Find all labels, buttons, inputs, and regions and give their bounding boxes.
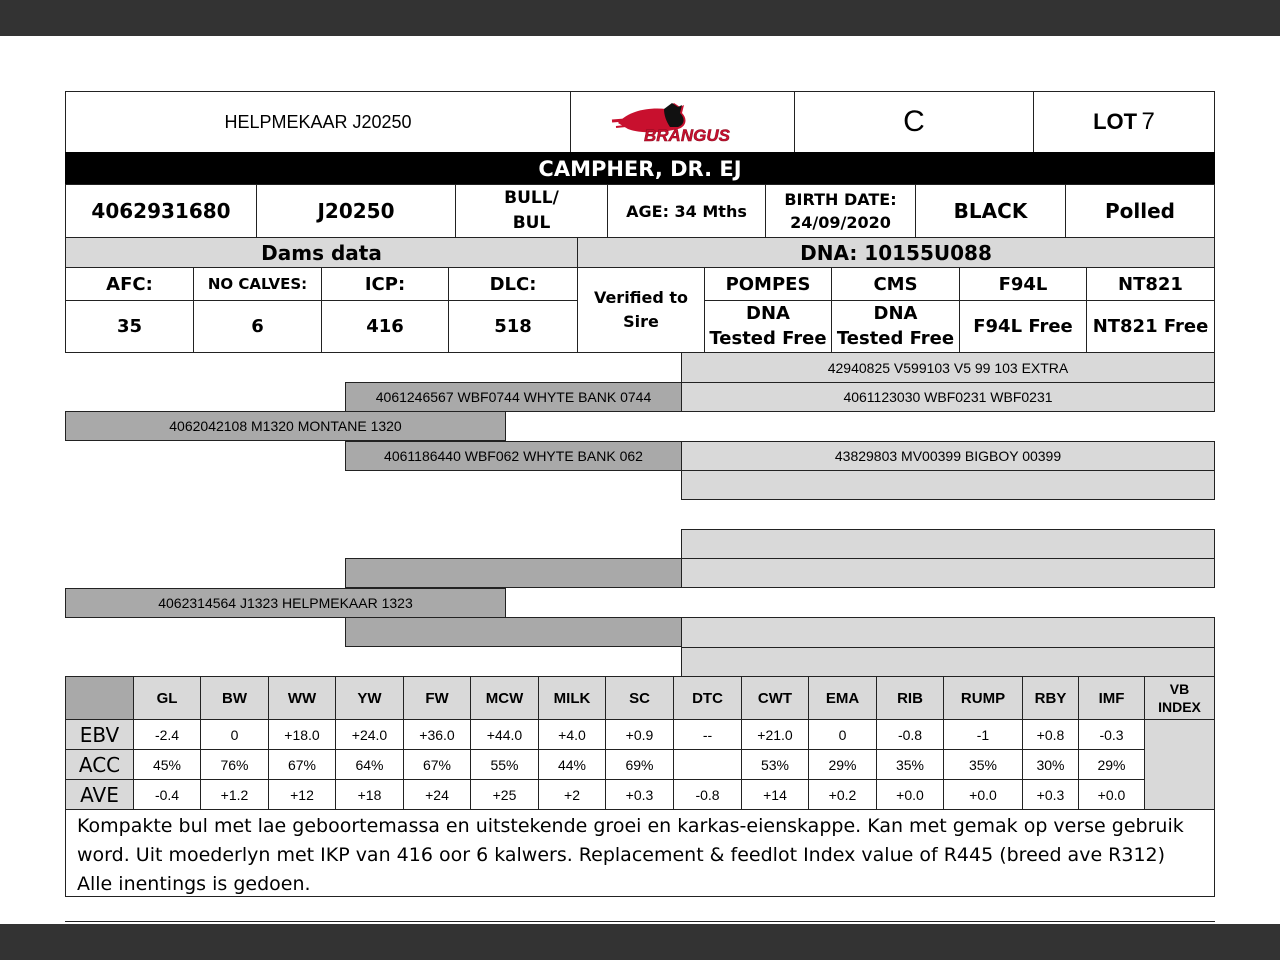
cell-text: -2.4 bbox=[154, 726, 180, 743]
cell-text: +1.2 bbox=[220, 786, 249, 803]
grade-text: C bbox=[903, 105, 925, 138]
ebv-col-label: IMF bbox=[1098, 689, 1125, 707]
ave-value bbox=[673, 779, 742, 810]
acc-value bbox=[403, 749, 471, 780]
birth-date bbox=[765, 184, 916, 238]
ave-value bbox=[403, 779, 471, 810]
ebv-value bbox=[133, 719, 201, 750]
verified-line2: Sire bbox=[623, 312, 659, 331]
ebv-col-label: MILK bbox=[553, 689, 591, 707]
nt821-header bbox=[1086, 267, 1215, 301]
ebv-col-dtc bbox=[673, 676, 742, 720]
next-card-edge bbox=[65, 921, 1215, 924]
pompes-header-text: POMPES bbox=[725, 273, 811, 295]
cell-text: -1 bbox=[976, 726, 990, 743]
cell-text: 30% bbox=[1036, 756, 1065, 773]
ebv-col-gl bbox=[133, 676, 201, 720]
ebv-col-cwt bbox=[741, 676, 809, 720]
row-label-text: EBV bbox=[79, 722, 120, 747]
ebv-col-fw bbox=[403, 676, 471, 720]
ebv-col-ema bbox=[808, 676, 877, 720]
cell-text: -0.3 bbox=[1099, 726, 1124, 743]
lot bbox=[1033, 91, 1215, 153]
cell-text: 55% bbox=[490, 756, 519, 773]
dams-title bbox=[65, 237, 578, 268]
birth-date-text: 24/09/2020 bbox=[790, 213, 891, 232]
ebv-col-mcw bbox=[470, 676, 539, 720]
owner-name bbox=[65, 152, 1215, 185]
age-text: AGE: 34 Mths bbox=[626, 201, 747, 221]
pedigree-dam-text: 4062314564 J1323 HELPMEKAAR 1323 bbox=[158, 595, 413, 611]
cell-text: +12 bbox=[290, 786, 314, 803]
horn-status bbox=[1065, 184, 1215, 238]
ebv-value bbox=[538, 719, 606, 750]
animal-name-text: HELPMEKAAR J20250 bbox=[224, 111, 412, 132]
ebv-value bbox=[335, 719, 404, 750]
pedigree-dam-dam bbox=[345, 617, 682, 647]
icp-value bbox=[321, 300, 449, 353]
ebv-value bbox=[741, 719, 809, 750]
cell-text: +25 bbox=[492, 786, 517, 803]
ebv-value bbox=[200, 719, 269, 750]
ebv-col-label: FW bbox=[425, 689, 449, 707]
cell-text: 53% bbox=[760, 756, 790, 773]
cell-text: +0.0 bbox=[969, 786, 997, 803]
f94l-header bbox=[959, 267, 1087, 301]
ebv-col-label: GL bbox=[156, 689, 178, 707]
cell-text: 29% bbox=[1097, 756, 1126, 773]
ebv-value bbox=[876, 719, 944, 750]
no-calves-value bbox=[193, 300, 322, 353]
ave-value bbox=[943, 779, 1023, 810]
ebv-col-label: RUMP bbox=[960, 689, 1006, 707]
animal-color bbox=[915, 184, 1066, 238]
acc-value bbox=[1022, 749, 1079, 780]
acc-value bbox=[808, 749, 877, 780]
ave-value bbox=[133, 779, 201, 810]
no-calves-value-text: 6 bbox=[251, 316, 264, 337]
pedigree-sd-text: 4061186440 WBF062 WHYTE BANK 062 bbox=[384, 448, 643, 464]
ebv-col-label: CWT bbox=[757, 689, 793, 707]
lot-label: LOT bbox=[1093, 109, 1138, 134]
ebv-col-rby bbox=[1022, 676, 1079, 720]
cms-header bbox=[831, 267, 960, 301]
pedigree-dam-dam-sire bbox=[681, 617, 1215, 648]
nt821-header-text: NT821 bbox=[1118, 273, 1183, 295]
pedigree-sire-dam-dam bbox=[681, 470, 1215, 500]
pedigree-dam-sire bbox=[345, 558, 682, 588]
ebv-col-yw bbox=[335, 676, 404, 720]
ave-value bbox=[200, 779, 269, 810]
ave-value bbox=[470, 779, 539, 810]
cell-text: 44% bbox=[557, 756, 587, 773]
ebv-value bbox=[673, 719, 742, 750]
cell-text: +36.0 bbox=[419, 726, 455, 743]
animal-name bbox=[65, 91, 571, 153]
pedigree-sire bbox=[65, 411, 506, 441]
animal-age bbox=[607, 184, 766, 238]
dlc-value-text: 518 bbox=[494, 316, 532, 337]
acc-value bbox=[335, 749, 404, 780]
cell-text: 35% bbox=[968, 756, 998, 773]
acc-value bbox=[470, 749, 539, 780]
pompes-result-line1: DNA bbox=[746, 303, 790, 325]
dna-title-text: DNA: 10155U088 bbox=[800, 240, 992, 265]
cell-text: +14 bbox=[763, 786, 787, 803]
f94l-header-text: F94L bbox=[998, 273, 1048, 295]
verified-to-sire bbox=[577, 267, 705, 353]
horn-text: Polled bbox=[1105, 199, 1175, 223]
ebv-col-label: RBY bbox=[1034, 689, 1067, 707]
ebv-row-label-ave bbox=[65, 779, 134, 810]
ebv-col-label: DTC bbox=[692, 689, 723, 707]
cell-text: +0.2 bbox=[828, 786, 857, 803]
cell-text: +18.0 bbox=[284, 726, 320, 743]
bull-logo-icon bbox=[608, 97, 758, 147]
pompes-result-line2: Tested Free bbox=[709, 327, 827, 349]
pedigree-sire-text: 4062042108 M1320 MONTANE 1320 bbox=[169, 418, 402, 434]
pedigree-sss-text: 42940825 V599103 V5 99 103 EXTRA bbox=[827, 359, 1069, 376]
animal-id-text: 4062931680 bbox=[91, 199, 231, 223]
comments-text: Kompakte bul met lae geboortemassa en uitstekende groei en karkas-eienskappe. Kan met gemak op verse gebruik word. Uit moederlyn met IKP van 416 oor 6 kalwers. Replacement & feedlot Index value of R445 (breed ave R312) Alle inentings is gedoen. bbox=[77, 815, 1184, 895]
acc-value bbox=[741, 749, 809, 780]
owner-name-text: CAMPHER, DR. EJ bbox=[538, 156, 742, 181]
pedigree-dam bbox=[65, 588, 506, 618]
dlc-header bbox=[448, 267, 578, 301]
cell-text: 64% bbox=[355, 756, 384, 773]
ave-value bbox=[605, 779, 674, 810]
ebv-col-label: EMA bbox=[825, 689, 860, 707]
ebv-value bbox=[268, 719, 336, 750]
icp-value-text: 416 bbox=[366, 316, 404, 337]
ave-value bbox=[268, 779, 336, 810]
ebv-corner bbox=[65, 676, 134, 720]
f94l-result bbox=[959, 300, 1087, 353]
comments bbox=[65, 809, 1215, 897]
ebv-value bbox=[943, 719, 1023, 750]
pompes-result bbox=[704, 300, 832, 353]
cell-text: -- bbox=[702, 726, 713, 743]
ebv-value bbox=[403, 719, 471, 750]
no-calves-header-text: NO CALVES: bbox=[207, 275, 308, 293]
ebv-value bbox=[1078, 719, 1145, 750]
dlc-header-text: DLC: bbox=[489, 273, 537, 295]
ebv-row-label-ebv bbox=[65, 719, 134, 750]
ebv-row-label-acc bbox=[65, 749, 134, 780]
ave-value bbox=[1022, 779, 1079, 810]
afc-header bbox=[65, 267, 194, 301]
ebv-col-label: MCW bbox=[485, 689, 524, 707]
pedigree-sire-dam-sire bbox=[681, 441, 1215, 471]
f94l-result-text: F94L Free bbox=[973, 316, 1073, 337]
ebv-value bbox=[605, 719, 674, 750]
dlc-value bbox=[448, 300, 578, 353]
sex-line2: BUL bbox=[512, 213, 551, 233]
cell-text: +44.0 bbox=[486, 726, 523, 743]
ebv-col-imf bbox=[1078, 676, 1145, 720]
cell-text: +24 bbox=[425, 786, 449, 803]
cell-text: +2 bbox=[564, 786, 580, 803]
ebv-col-ww bbox=[268, 676, 336, 720]
row-label-text: AVE bbox=[80, 782, 119, 807]
pompes-header bbox=[704, 267, 832, 301]
cell-text: 67% bbox=[422, 756, 452, 773]
nt821-result-text: NT821 Free bbox=[1092, 316, 1209, 337]
no-calves-header bbox=[193, 267, 322, 301]
cell-text: +18 bbox=[357, 786, 382, 803]
vb-line2: INDEX bbox=[1158, 699, 1201, 715]
afc-value-text: 35 bbox=[116, 316, 143, 337]
acc-value bbox=[1078, 749, 1145, 780]
bottom-bar bbox=[0, 924, 1280, 960]
ebv-col-milk bbox=[538, 676, 606, 720]
sex-line1: BULL/ bbox=[504, 188, 559, 209]
ebv-col-bw bbox=[200, 676, 269, 720]
acc-value bbox=[133, 749, 201, 780]
cell-text: 29% bbox=[828, 756, 857, 773]
cell-text: -0.4 bbox=[154, 786, 180, 803]
afc-value bbox=[65, 300, 194, 353]
pedigree-sire-sire-dam bbox=[681, 382, 1215, 412]
icp-header bbox=[321, 267, 449, 301]
cell-text: +0.9 bbox=[625, 726, 654, 743]
acc-value bbox=[538, 749, 606, 780]
cell-text: +4.0 bbox=[558, 726, 586, 743]
nt821-result bbox=[1086, 300, 1215, 353]
verified-line1: Verified to bbox=[593, 288, 689, 307]
animal-code-text: J20250 bbox=[317, 199, 395, 223]
ave-value bbox=[808, 779, 877, 810]
cms-result-line2: Tested Free bbox=[836, 327, 955, 349]
cms-result-line1: DNA bbox=[873, 303, 918, 325]
ebv-col-vb-index bbox=[1144, 676, 1215, 720]
acc-value bbox=[605, 749, 674, 780]
cell-text: 45% bbox=[152, 756, 182, 773]
ebv-col-label: YW bbox=[357, 689, 382, 707]
top-bar bbox=[0, 0, 1280, 36]
logo-text: BRANGUS bbox=[643, 126, 730, 145]
birth-label: BIRTH DATE: bbox=[784, 189, 897, 209]
pedigree-dam-dam-dam bbox=[681, 647, 1215, 677]
cms-header-text: CMS bbox=[873, 273, 918, 295]
pedigree-sire-dam bbox=[345, 441, 682, 471]
cell-text: 35% bbox=[895, 756, 925, 773]
cms-result bbox=[831, 300, 960, 353]
ave-value bbox=[1078, 779, 1145, 810]
dna-title bbox=[577, 237, 1215, 268]
pedigree-dam-sire-dam bbox=[681, 558, 1215, 588]
ebv-col-label: BW bbox=[222, 689, 247, 707]
afc-header-text: AFC: bbox=[106, 273, 153, 295]
pedigree-dam-sire-sire bbox=[681, 529, 1215, 559]
icp-header-text: ICP: bbox=[364, 273, 406, 295]
pedigree-sds-text: 43829803 MV00399 BIGBOY 00399 bbox=[834, 448, 1062, 464]
ave-value bbox=[538, 779, 606, 810]
acc-value bbox=[673, 749, 742, 780]
ave-value bbox=[335, 779, 404, 810]
ebv-col-rump bbox=[943, 676, 1023, 720]
lot-number: 7 bbox=[1141, 108, 1155, 135]
animal-id bbox=[65, 184, 257, 238]
pedigree-sire-sire bbox=[345, 382, 682, 412]
dams-title-text: Dams data bbox=[261, 240, 382, 265]
cell-text: +0.0 bbox=[896, 786, 924, 803]
cell-text: +0.8 bbox=[1036, 726, 1065, 743]
cell-text: 67% bbox=[287, 756, 317, 773]
grade bbox=[794, 91, 1034, 153]
ebv-col-label: WW bbox=[287, 689, 317, 707]
acc-value bbox=[200, 749, 269, 780]
cell-text: 0 bbox=[230, 726, 239, 743]
cell-text: 76% bbox=[220, 756, 249, 773]
ave-value bbox=[741, 779, 809, 810]
row-label-text: ACC bbox=[78, 752, 121, 777]
cell-text: +21.0 bbox=[757, 726, 793, 743]
ave-value bbox=[876, 779, 944, 810]
ebv-value bbox=[808, 719, 877, 750]
cell-text: 69% bbox=[625, 756, 654, 773]
vb-line1: VB bbox=[1169, 680, 1190, 697]
acc-value bbox=[876, 749, 944, 780]
ebv-col-label: SC bbox=[629, 689, 650, 707]
animal-code bbox=[256, 184, 456, 238]
ebv-value bbox=[470, 719, 539, 750]
ebv-col-sc bbox=[605, 676, 674, 720]
ebv-col-label: RIB bbox=[897, 689, 923, 707]
ebv-col-rib bbox=[876, 676, 944, 720]
pedigree-ssd-text: 4061123030 WBF0231 WBF0231 bbox=[843, 389, 1053, 405]
pedigree-sire-sire-sire bbox=[681, 352, 1215, 383]
acc-value bbox=[943, 749, 1023, 780]
cell-text: +24.0 bbox=[351, 726, 388, 743]
cell-text: -0.8 bbox=[695, 786, 720, 803]
animal-sex bbox=[455, 184, 608, 238]
acc-value bbox=[268, 749, 336, 780]
cell-text: +0.0 bbox=[1097, 786, 1126, 803]
ebv-value bbox=[1022, 719, 1079, 750]
cell-text: +0.3 bbox=[625, 786, 654, 803]
brangus-logo bbox=[570, 91, 795, 153]
color-text: BLACK bbox=[953, 199, 1028, 223]
cell-text: -0.8 bbox=[897, 726, 923, 743]
pedigree-ss-text: 4061246567 WBF0744 WHYTE BANK 0744 bbox=[375, 389, 652, 405]
cell-text: +0.3 bbox=[1036, 786, 1065, 803]
cell-text: 0 bbox=[838, 726, 847, 743]
